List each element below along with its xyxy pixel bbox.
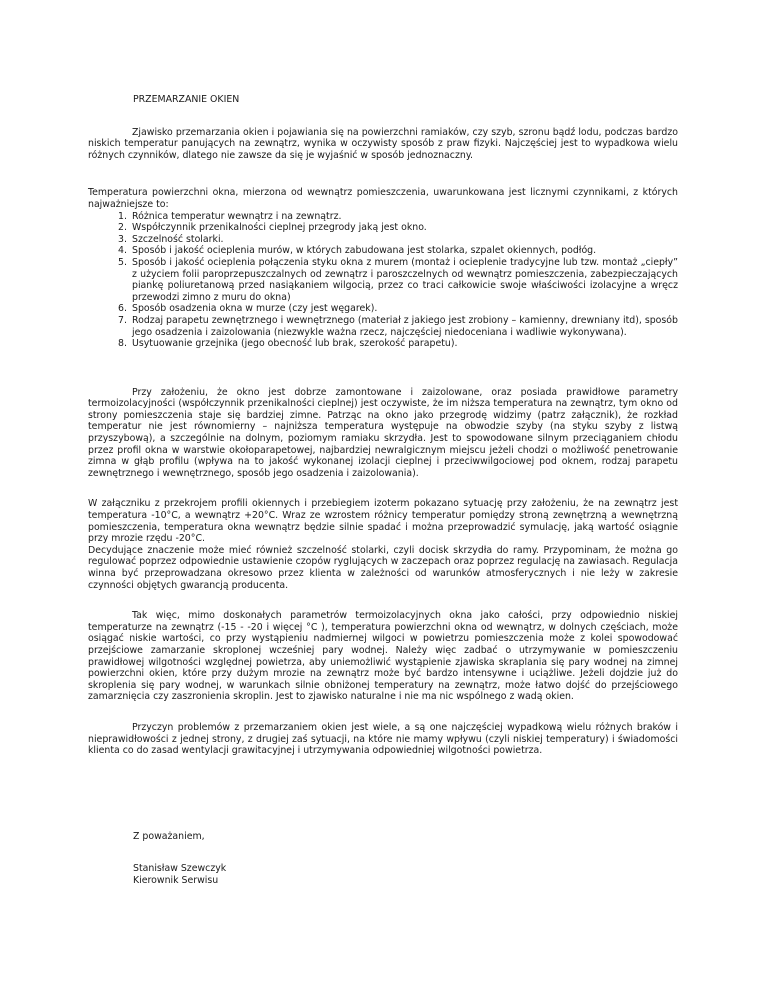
list-item-text: Współczynnik przenikalności cieplnej przegrody jaką jest okno. <box>132 222 427 234</box>
list-item-number: 3. <box>118 233 127 245</box>
list-item-number: 5. <box>118 256 127 268</box>
list-item-number: 7. <box>118 314 127 326</box>
signature-block <box>133 831 678 887</box>
list-item <box>88 211 678 223</box>
document-page <box>88 94 678 887</box>
factors-intro-paragraph: Temperatura powierzchni okna, mierzona od wewnątrz pomieszczenia, uwarunkowana jest licznymi czynnikami, z których najważniejsze to: <box>88 187 678 210</box>
causes-paragraph: Przyczyn problemów z przemarzaniem okien jest wiele, a są one najczęściej wypadkową wielu różnych braków i nieprawidłowości z jednej strony, z drugiej zaś sytuacji, na które nie mamy wpływu (czyli niskiej temperatury) i świadomości klienta co do zasad wentylacji grawitacyjnej i utrzymywania odpowiedniej wilgotności powietrza. <box>88 721 678 757</box>
list-item <box>88 222 678 234</box>
list-item <box>88 303 678 315</box>
list-item <box>88 234 678 246</box>
list-item-number: 1. <box>118 210 127 222</box>
assumption-paragraph: Przy założeniu, że okno jest dobrze zamontowane i zaizolowane, oraz posiada prawidłowe parametry termoizolacyjności (współczynnik przenikalności cieplnej) jest oczywiste, że im niższa temperatura na zewnątrz, tym okno od strony pomieszczenia staje się bardziej zimne. Patrząc na okno jako przegrodę widzimy (patrz załącznik), że rozkład temperatur nie jest równomierny – najniższa temperatura występuje na obwodzie szyby (na styku szyby z listwą przyszybową), a szczególnie na dolnym, poziomym ramiaku skrzydła. Jest to spowodowane silnym przeciąganiem chłodu przez profil okna w warstwie okołoparapetowej, najbardziej newralgicznym miejscu jeżeli chodzi o możliwość penetrowanie zimna w głąb profilu (wpływa na to jakość wykonanej izolacji cieplnej i przeciwwilgociowej pod oknem, rodzaj parapetu zewnętrznego i wewnętrznego, sposób jego osadzenia i zaizolowania). <box>88 386 678 479</box>
list-item-text: Rodzaj parapetu zewnętrznego i wewnętrznego (materiał z jakiego jest zrobiony – kamienny, drewniany itd), sposób jego osadzenia i zaizolowania (niezwykle ważna rzecz, najczęściej niedoceniana i wadliwie wykonywana). <box>132 314 678 338</box>
list-item-number: 4. <box>118 245 127 257</box>
attachment-paragraph: W załączniku z przekrojem profili okiennych i przebiegiem izoterm pokazano sytuację przy założeniu, że na zewnątrz jest temperatura -10°C, a wewnątrz +20°C. Wraz ze wzrostem różnicy temperatur pomiędzy stroną zewnętrzną a wewnętrzną pomieszczenia, temperatura okna wewnątrz będzie silnie spadać i można przeprowadzić symulację, jaką wartość osiągnie przy mrozie rzędu -20°C. <box>88 498 678 545</box>
list-item-number: 8. <box>118 338 127 350</box>
list-item-text: Sposób osadzenia okna w murze (czy jest węgarek). <box>132 303 378 315</box>
list-item <box>88 245 678 257</box>
closing-greeting: Z poważaniem, <box>133 830 205 842</box>
list-item-text: Usytuowanie grzejnika (jego obecność lub brak, szerokość parapetu). <box>132 338 458 350</box>
list-item-number: 2. <box>118 222 127 234</box>
list-item-text: Różnica temperatur wewnątrz i na zewnątrz. <box>132 210 342 222</box>
tightness-paragraph: Decydujące znaczenie może mieć również szczelność stolarki, czyli docisk skrzydła do ramy. Przypominam, że można go regulować poprzez odpowiednie ustawienie czopów ryglujących w zaczepach oraz poprzez regulację na zawiasach. Regulacja winna być przeprowadzana okresowo przez klienta w zależności od warunków atmosferycznych i nie leży w zakresie czynności objętych gwarancją producenta. <box>88 544 678 591</box>
intro-paragraph: Zjawisko przemarzania okien i pojawiania się na powierzchni ramiaków, czy szyb, szronu bądź lodu, podczas bardzo niskich temperatur panujących na zewnątrz, wynika w oczywisty sposób z praw fizyki. Najczęściej jest to wypadkowa wielu różnych czynników, dlatego nie zawsze da się je wyjaśnić w sposób jednoznaczny. <box>88 126 678 161</box>
conclusion-paragraph: Tak więc, mimo doskonałych parametrów termoizolacyjnych okna jako całości, przy odpowiednio niskiej temperaturze na zewnątrz (-15 - -20 i więcej °C ), temperatura powierzchni okna od wewnątrz, w dolnych częściach, może osiągać niskie wartości, co przy wystąpieniu nadmiernej wilgoci w powietrzu pomieszczenia może z kolei spowodować przejściowe zamarzanie skroplonej wcześniej pary wodnej. Należy więc zadbać o utrzymywanie w pomieszczeniu prawidłowej wilgotności względnej powietrza, aby uniemożliwić wystąpienie zjawiska skraplania się pary wodnej na zimnej powierzchni okien, które przy dużym mrozie na zewnątrz może być bardzo intensywne i uciążliwe. Jeżeli dojdzie już do skroplenia się pary wodnej, w warunkach silnie obniżonej temperatury na zewnątrz, może łatwo dojść do przejściowego zamarznięcia czy zaszronienia skroplin. Jest to zjawisko naturalne i nie ma nic wspólnego z wadą okien. <box>88 610 678 703</box>
signatory-name: Stanisław Szewczyk <box>133 863 227 875</box>
document-title: PRZEMARZANIE OKIEN <box>133 94 240 105</box>
list-item <box>88 338 678 350</box>
factors-list <box>88 211 678 350</box>
list-item-text: Sposób i jakość ocieplenia murów, w których zabudowana jest stolarka, szpalet okiennych, podłóg. <box>132 245 597 257</box>
list-item <box>88 257 678 303</box>
list-item-text: Szczelność stolarki. <box>132 233 224 245</box>
list-item-text: Sposób i jakość ocieplenia połączenia styku okna z murem (montaż i ocieplenie tradycyjne lub tzw. montaż „ciepły” z użyciem folii paroprzepuszczalnych od zewnątrz i paroszczelnych od wewnątrz pomieszczenia, zabezpieczających piankę poliuretanową przed nasiąkaniem wilgocią, przez co traci całkowicie swoje właściwości izolacyjne a wręcz przewodzi zimno z muru do okna) <box>132 256 678 303</box>
signatory-role: Kierownik Serwisu <box>133 874 219 886</box>
list-item <box>88 315 678 338</box>
list-item-number: 6. <box>118 303 127 315</box>
